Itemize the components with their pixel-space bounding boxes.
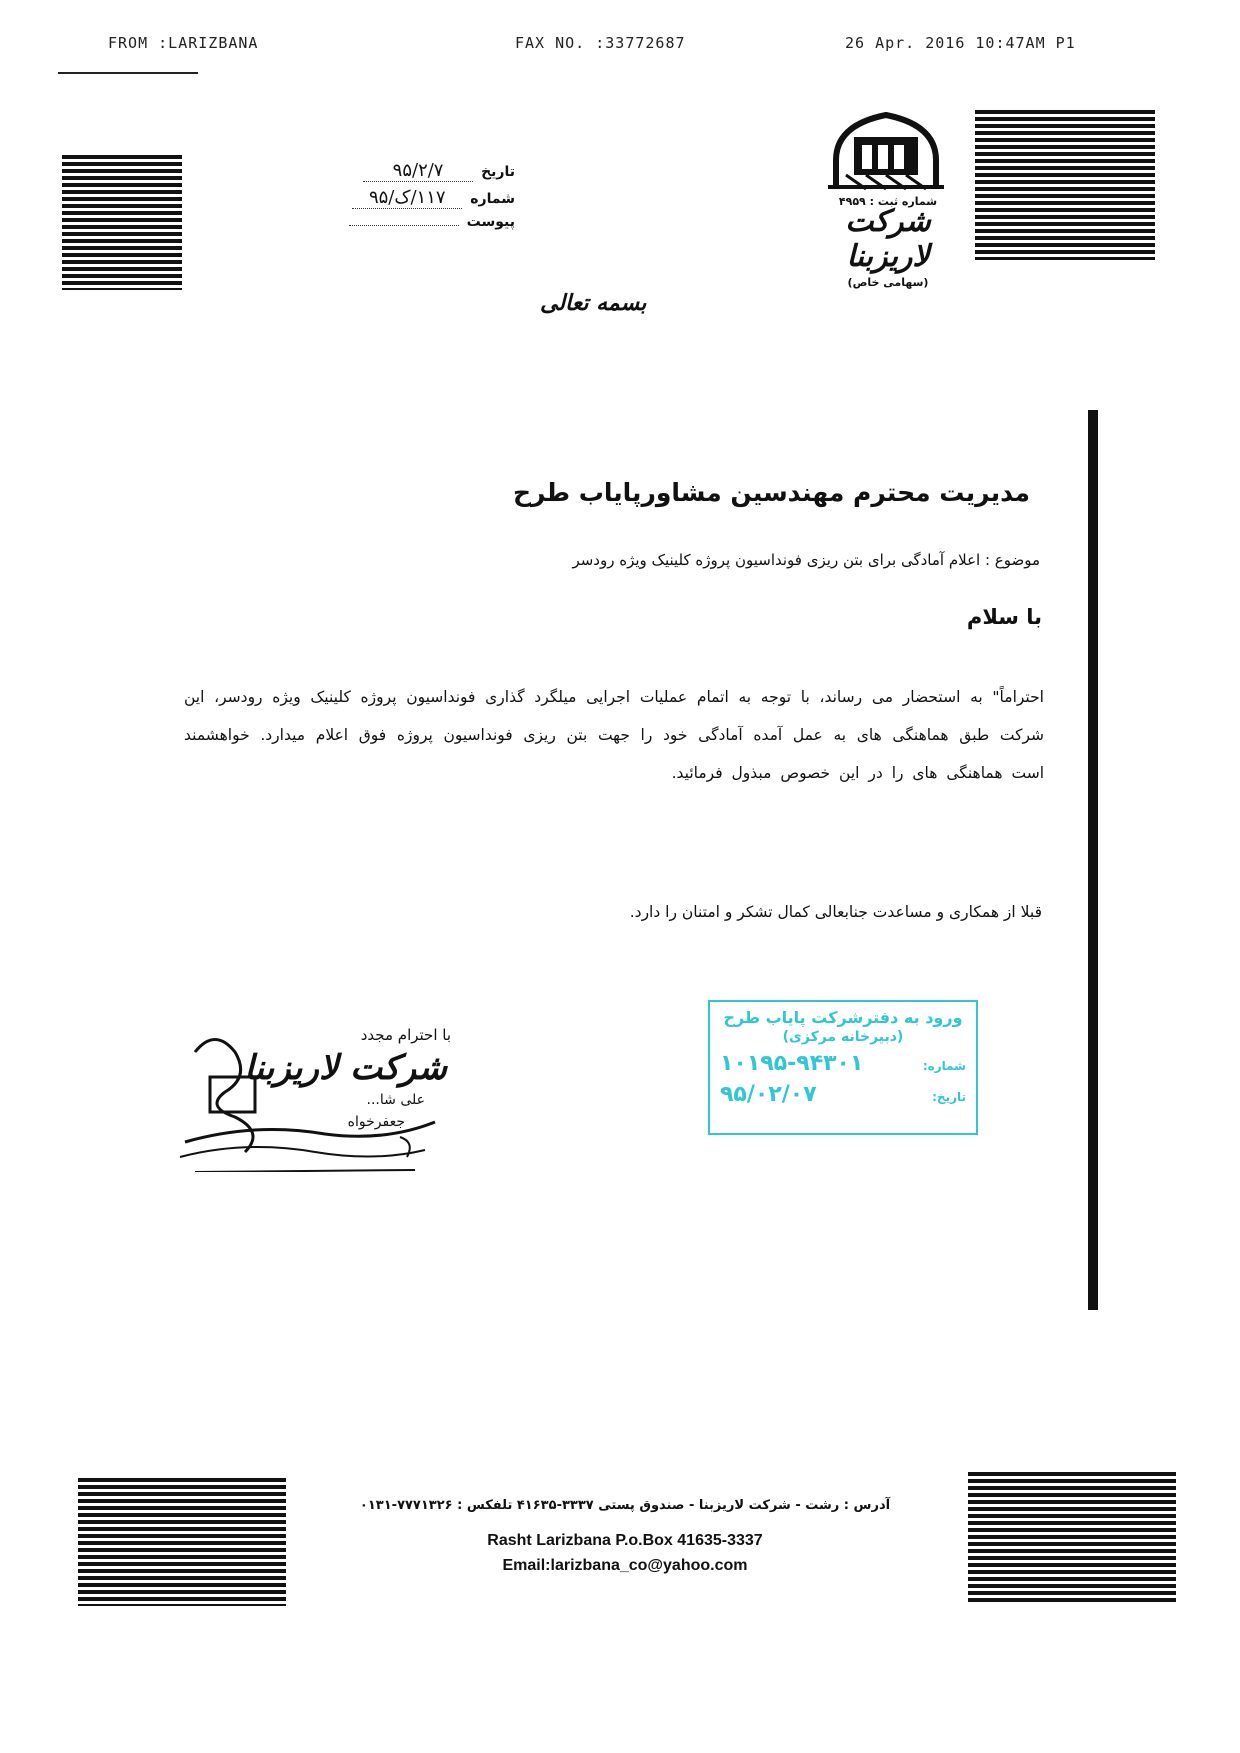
fax-timestamp: 26 Apr. 2016 10:47AM P1 xyxy=(845,34,1076,52)
stamp-number-label: شماره: xyxy=(922,1059,966,1073)
stamp-date-row xyxy=(720,1082,966,1107)
margin-bar xyxy=(1088,410,1098,1310)
reference-attachment-label: پیوست xyxy=(466,214,515,230)
fax-underline xyxy=(58,72,198,74)
stamp-title: ورود به دفترشرکت پایاب طرح xyxy=(723,1008,963,1027)
receipt-stamp xyxy=(708,1000,978,1135)
stamp-date-value: ۹۵/۰۲/۰۷ xyxy=(720,1082,817,1107)
invocation: بسمه تعالی xyxy=(540,290,647,316)
reference-number-value: ۱۱۷/ک/۹۵ xyxy=(352,187,462,209)
logo-company-name: شرکت لاریزبنا xyxy=(845,204,931,274)
reference-number-label: شماره xyxy=(470,191,515,207)
fax-number: FAX NO. :33772687 xyxy=(515,34,686,52)
stamp-subtitle: (دبیرخانه مرکزی) xyxy=(782,1029,904,1045)
letter-recipient: مدیریت محترم مهندسین مشاورپایاب طرح xyxy=(512,478,1030,507)
signature-block xyxy=(175,1022,465,1172)
signature-company: شرکت لاریزبنا xyxy=(244,1048,447,1088)
stripe-block-top-right xyxy=(975,110,1155,260)
letter-subject: موضوع : اعلام آمادگی برای بتن ریزی فونداسیون پروژه کلینیک ویژه رودسر xyxy=(572,551,1040,569)
footer-email: Email:larizbana_co@yahoo.com xyxy=(502,1557,748,1574)
stripe-block-bottom-left xyxy=(78,1478,286,1606)
reference-date-label: تاریخ xyxy=(481,164,515,180)
stamp-date-label: تاریخ: xyxy=(932,1090,966,1104)
building-logo-icon xyxy=(826,105,946,193)
letter-paragraph: احتراماً" به استحضار می رساند، با توجه به اتمام عملیات اجرایی میلگرد گذاری فونداسیون پروژه کلینیک ویژه رودسر، این شرکت طبق هماهنگی های به عمل آمده آمادگی خود را جهت بتن ریزی فونداسیون پروژه فوق اعلام میدارد. خواهشمند است هماهنگی های را در این خصوص مبذول فرمائید. xyxy=(184,688,1044,782)
reference-number-row xyxy=(315,187,515,214)
company-logo xyxy=(808,105,968,289)
reference-block xyxy=(315,160,515,241)
stamp-number-value: ۱۰۱۹۵-۹۴۳۰۱ xyxy=(720,1051,864,1076)
stamp-number-row xyxy=(720,1051,966,1076)
footer-po-box: Rasht Larizbana P.o.Box 41635-3337 xyxy=(487,1532,763,1549)
reference-attachment-value xyxy=(349,225,459,226)
footer-address: آدرس : رشت - شرکت لاریزبنا - صندوق پستی ۳۳۳۷-۴۱۶۳۵ تلفکس : ۷۷۷۱۳۲۶-۰۱۳۱ xyxy=(359,1498,891,1513)
fax-from: FROM :LARIZBANA xyxy=(108,34,259,52)
signature-name: علی شا... xyxy=(366,1092,425,1108)
reference-date-value: ۹۵/۲/۷ xyxy=(363,160,473,182)
stripe-block-bottom-right xyxy=(968,1472,1176,1604)
reference-attachment-row xyxy=(315,214,515,241)
logo-company-type: (سهامی خاص) xyxy=(847,276,929,289)
letter-greeting: با سلام xyxy=(966,605,1042,629)
signature-regards: با احترام مجدد xyxy=(360,1026,451,1044)
signature-title: جعفرخواه xyxy=(347,1114,405,1130)
reference-date-row xyxy=(315,160,515,187)
letter-closing: قبلا از همکاری و مساعدت جنابعالی کمال تشکر و امتنان را دارد. xyxy=(629,903,1042,921)
logo-registration: شماره ثبت : ۴۹۵۹ xyxy=(838,195,938,208)
stripe-block-top-left xyxy=(62,155,182,290)
